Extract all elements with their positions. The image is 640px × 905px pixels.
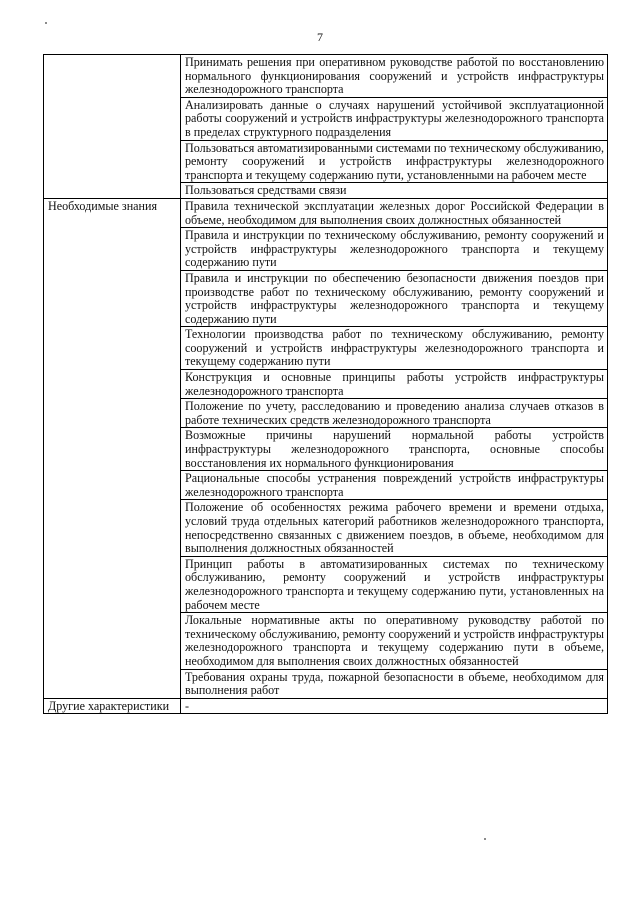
other-characteristics-label: Другие характеристики bbox=[44, 698, 181, 714]
knowledge-cell: Правила и инструкции по обеспечению безопасности движения поездов при производстве работ по техническому обслуживанию, ремонту сооружений и устройств инфраструктуры железнодорожного транспорта и текущему содержанию пути bbox=[181, 270, 608, 326]
knowledge-cell: Правила технической эксплуатации железных дорог Российской Федерации в объеме, необходимом для выполнения своих должностных обязанностей bbox=[181, 198, 608, 227]
knowledge-cell: Возможные причины нарушений нормальной работы устройств инфраструктуры железнодорожного транспорта, основные способы восстановления их нормального функционирования bbox=[181, 428, 608, 471]
knowledge-cell: Положение об особенностях режима рабочего времени и времени отдыха, условий труда отдельных категорий работников железнодорожного транспорта, непосредственно связанных с движением поездов, в объеме, необходимом для выполнения должностных обязанностей bbox=[181, 500, 608, 556]
knowledge-cell: Локальные нормативные акты по оперативному руководству работой по техническому обслуживанию, ремонту сооружений и устройств инфраструктуры железнодорожного транспорта и текущему содержанию пути в объеме, необходимом для выполнения своих должностных обязанностей bbox=[181, 613, 608, 669]
other-characteristics-value: - bbox=[181, 698, 608, 714]
skill-cell: Пользоваться средствами связи bbox=[181, 183, 608, 199]
knowledge-cell: Требования охраны труда, пожарной безопасности в объеме, необходимом для выполнения работ bbox=[181, 669, 608, 698]
table-row bbox=[44, 198, 608, 227]
row-label bbox=[44, 55, 181, 199]
knowledge-cell: Рациональные способы устранения повреждений устройств инфраструктуры железнодорожного транспорта bbox=[181, 471, 608, 500]
skill-cell: Принимать решения при оперативном руководстве работой по восстановлению нормального функционирования сооружений и устройств инфраструктуры железнодорожного транспорта bbox=[181, 55, 608, 98]
skill-cell: Пользоваться автоматизированными системами по техническому обслуживанию, ремонту сооружений и устройств инфраструктуры железнодорожного транспорта и текущему содержанию пути, установленными на рабочем месте bbox=[181, 140, 608, 183]
competency-table bbox=[43, 54, 608, 714]
knowledge-cell: Положение по учету, расследованию и проведению анализа случаев отказов в работе технических средств железнодорожного транспорта bbox=[181, 399, 608, 428]
table-row bbox=[44, 55, 608, 98]
page-number: 7 bbox=[317, 30, 323, 44]
required-knowledge-label: Необходимые знания bbox=[44, 198, 181, 698]
scan-dot bbox=[484, 838, 486, 840]
scan-dot bbox=[45, 22, 47, 24]
knowledge-cell: Технологии производства работ по техническому обслуживанию, ремонту сооружений и устройств инфраструктуры железнодорожного транспорта и текущему содержанию пути bbox=[181, 327, 608, 370]
knowledge-cell: Правила и инструкции по техническому обслуживанию, ремонту сооружений и устройств инфраструктуры железнодорожного транспорта и текущему содержанию пути bbox=[181, 228, 608, 271]
knowledge-cell: Конструкция и основные принципы работы устройств инфраструктуры железнодорожного транспорта bbox=[181, 370, 608, 399]
skill-cell: Анализировать данные о случаях нарушений устойчивой эксплуатационной работы сооружений и устройств инфраструктуры железнодорожного транспорта в пределах структурного подразделения bbox=[181, 97, 608, 140]
table-row bbox=[44, 698, 608, 714]
knowledge-cell: Принцип работы в автоматизированных системах по техническому обслуживанию, ремонту сооружений и устройств инфраструктуры железнодорожного транспорта и текущему содержанию пути, установленных на рабочем месте bbox=[181, 556, 608, 612]
